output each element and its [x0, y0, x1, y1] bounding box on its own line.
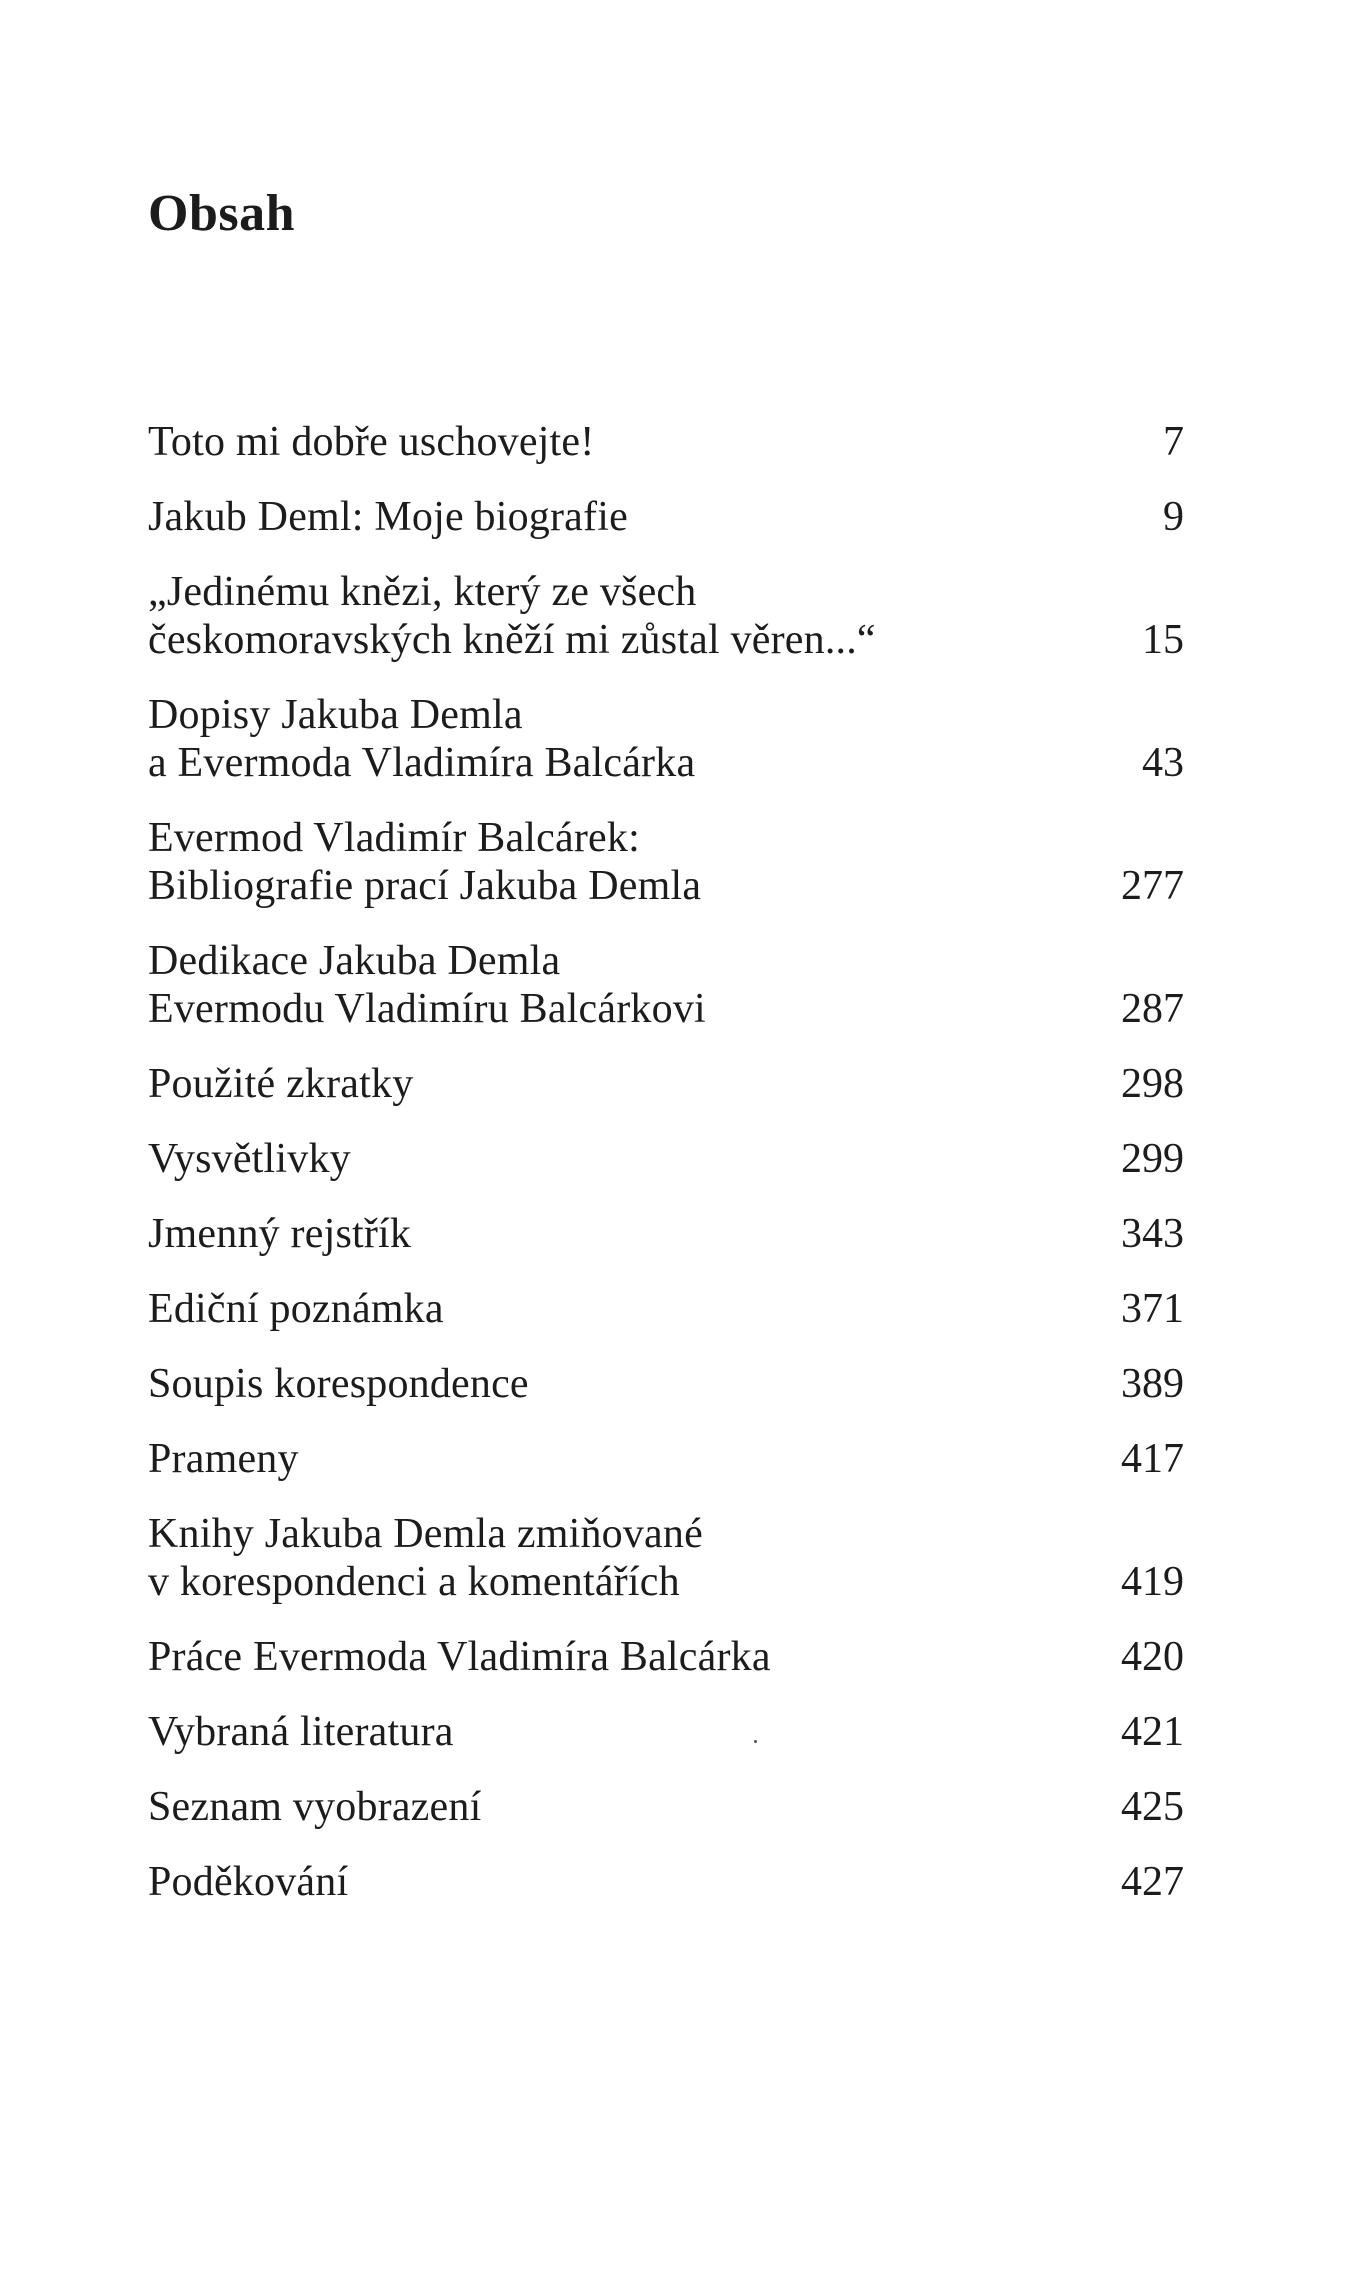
toc-entry-title-line: Vybraná literatura: [148, 1709, 454, 1755]
toc-entry-page-number: 343: [1121, 1211, 1184, 1257]
toc-entry: [148, 1858, 1184, 1906]
toc-entry-title-line: Použité zkratky: [148, 1061, 414, 1107]
toc-entry: [148, 493, 1184, 541]
toc-entry-title: [148, 1360, 529, 1408]
toc-entry-page-number: 9: [1163, 494, 1184, 540]
toc-entry-title-line: Soupis korespondence: [148, 1361, 529, 1407]
table-of-contents: [148, 418, 1184, 1933]
toc-entry-title: [148, 1858, 348, 1906]
toc-entry-title-line: Ediční poznámka: [148, 1286, 444, 1332]
toc-entry-title: [148, 1783, 481, 1831]
toc-entry-page-number: 43: [1142, 740, 1184, 786]
toc-entry-title-line: Bibliografie prací Jakuba Demla: [148, 863, 702, 909]
toc-entry-page-number: 425: [1121, 1784, 1184, 1830]
toc-entry-page-number: 417: [1121, 1436, 1184, 1482]
toc-entry-title: [148, 814, 701, 910]
toc-entry-title-line: Dopisy Jakuba Demla: [148, 692, 523, 738]
toc-entry-title: [148, 418, 594, 466]
toc-entry-title: [148, 1708, 454, 1756]
toc-entry: [148, 1285, 1184, 1333]
toc-entry-title-line: a Evermoda Vladimíra Balcárka: [148, 740, 696, 786]
toc-entry-title-line: Vysvětlivky: [148, 1136, 351, 1182]
toc-entry-title: [148, 1060, 413, 1108]
toc-entry: [148, 418, 1184, 466]
toc-entry-page-number: 277: [1121, 863, 1184, 909]
toc-entry-title: [148, 1435, 299, 1483]
toc-entry-title: [148, 1633, 771, 1681]
toc-entry-title: [148, 691, 695, 787]
toc-entry-page-number: 298: [1121, 1061, 1184, 1107]
toc-entry: [148, 1633, 1184, 1681]
toc-entry-title: [148, 937, 706, 1033]
toc-entry-page-number: 7: [1163, 419, 1184, 465]
toc-entry-title: [148, 1510, 703, 1606]
toc-entry-title-line: Toto mi dobře uschovejte!: [148, 419, 595, 465]
toc-entry: [148, 1435, 1184, 1483]
toc-entry-title-line: Jmenný rejstřík: [148, 1211, 412, 1257]
toc-entry-title-line: Evermod Vladimír Balcárek:: [148, 815, 640, 861]
toc-entry-title-line: v korespondenci a komentářích: [148, 1559, 680, 1605]
toc-entry: [148, 1060, 1184, 1108]
toc-entry-title-line: Práce Evermoda Vladimíra Balcárka: [148, 1634, 771, 1680]
toc-entry-title-line: Poděkování: [148, 1859, 349, 1905]
toc-entry-page-number: 287: [1121, 986, 1184, 1032]
toc-entry: [148, 1210, 1184, 1258]
toc-entry: [148, 1783, 1184, 1831]
toc-entry-title-line: Prameny: [148, 1436, 299, 1482]
toc-entry: [148, 814, 1184, 910]
toc-entry: [148, 568, 1184, 664]
toc-entry: [148, 1135, 1184, 1183]
toc-entry: [148, 1708, 1184, 1756]
toc-entry-title-line: Evermodu Vladimíru Balcárkovi: [148, 986, 706, 1032]
toc-entry: [148, 691, 1184, 787]
toc-entry-title: [148, 493, 628, 541]
toc-entry-page-number: 371: [1121, 1286, 1184, 1332]
print-speck: [754, 1740, 757, 1743]
toc-entry-page-number: 427: [1121, 1859, 1184, 1905]
toc-entry: [148, 937, 1184, 1033]
toc-entry-page-number: 15: [1142, 617, 1184, 663]
toc-entry-title: [148, 1285, 444, 1333]
toc-entry-page-number: 389: [1121, 1361, 1184, 1407]
toc-entry-page-number: 421: [1121, 1709, 1184, 1755]
toc-entry-title: [148, 568, 876, 664]
toc-entry: [148, 1510, 1184, 1606]
toc-entry-title: [148, 1210, 411, 1258]
page-title: Obsah: [148, 185, 296, 242]
toc-entry-page-number: 419: [1121, 1559, 1184, 1605]
toc-entry: [148, 1360, 1184, 1408]
toc-entry-title-line: Dedikace Jakuba Demla: [148, 938, 561, 984]
toc-entry-title-line: českomoravských kněží mi zůstal věren...“: [148, 617, 876, 663]
toc-entry-title-line: Knihy Jakuba Demla zmiňované: [148, 1511, 703, 1557]
toc-entry-title-line: „Jedinému knězi, který ze všech: [148, 569, 697, 615]
toc-entry-title: [148, 1135, 351, 1183]
toc-entry-title-line: Jakub Deml: Moje biografie: [148, 494, 628, 540]
toc-entry-page-number: 299: [1121, 1136, 1184, 1182]
toc-entry-title-line: Seznam vyobrazení: [148, 1784, 482, 1830]
toc-entry-page-number: 420: [1121, 1634, 1184, 1680]
